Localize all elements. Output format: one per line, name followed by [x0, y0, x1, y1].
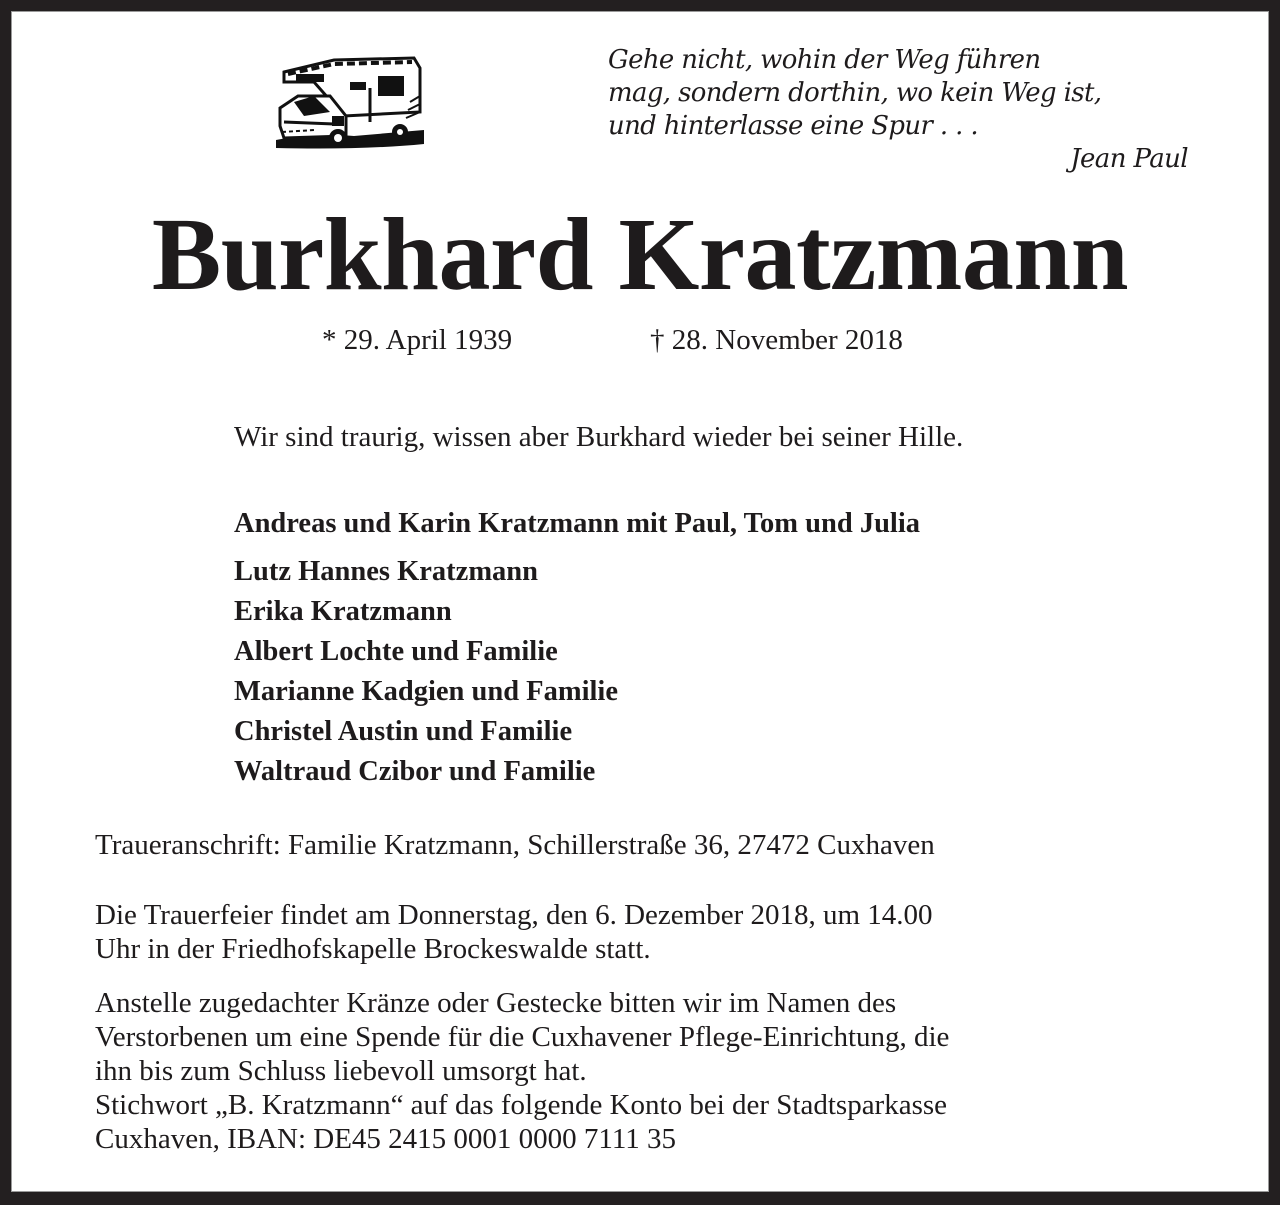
- mourning-address: [95, 828, 1186, 862]
- ceremony-line: Uhr in der Friedhofskapelle Brockeswalde statt.: [95, 933, 651, 965]
- mourner: Christel Austin und Familie: [234, 716, 573, 747]
- intro-text: Wir sind traurig, wissen aber Burkhard wieder bei seiner Hille.: [234, 421, 964, 453]
- donation-line: Anstelle zugedachter Kränze oder Gestecke bitten wir im Namen des: [95, 987, 897, 1019]
- mourner: Marianne Kadgien und Familie: [234, 676, 618, 707]
- address-line: Traueranschrift: Familie Kratzmann, Schillerstraße 36, 27472 Cuxhaven: [95, 829, 935, 861]
- deceased-name: Burkhard Kratzmann: [151, 197, 1129, 312]
- ceremony-line: Die Trauerfeier findet am Donnerstag, den 6. Dezember 2018, um 14.00: [95, 899, 933, 931]
- donation-line: Cuxhaven, IBAN: DE45 2415 0001 0000 7111 35: [95, 1123, 677, 1155]
- ceremony-info: [95, 898, 1186, 966]
- mourner: Albert Lochte und Familie: [234, 636, 558, 667]
- quote-author: Jean Paul: [1070, 144, 1188, 174]
- donation-line: ihn bis zum Schluss liebevoll umsorgt hat.: [95, 1055, 587, 1087]
- mourners-list: [234, 504, 920, 792]
- mourner: Erika Kratzmann: [234, 596, 452, 627]
- donation-line: Stichwort „B. Kratzmann“ auf das folgende Konto bei der Stadtsparkasse: [95, 1089, 948, 1121]
- donation-line: Verstorbenen um eine Spende für die Cuxhavener Pflege-Einrichtung, die: [95, 1021, 950, 1053]
- birth-date: * 29. April 1939: [322, 324, 513, 356]
- mourner: Waltraud Czibor und Familie: [234, 756, 596, 787]
- death-date: † 28. November 2018: [650, 324, 903, 356]
- quote-line: und hinterlasse eine Spur . . .: [608, 111, 979, 141]
- quote-line: Gehe nicht, wohin der Weg führen: [608, 45, 1041, 75]
- quote-block: [608, 44, 1188, 176]
- mourner: Lutz Hannes Kratzmann: [234, 556, 539, 587]
- quote-line: mag, sondern dorthin, wo kein Weg ist,: [608, 78, 1102, 108]
- mourner: Andreas und Karin Kratzmann mit Paul, Tom und Julia: [234, 508, 921, 539]
- donation-info: [95, 986, 1186, 1156]
- camper-van-icon: [274, 52, 426, 152]
